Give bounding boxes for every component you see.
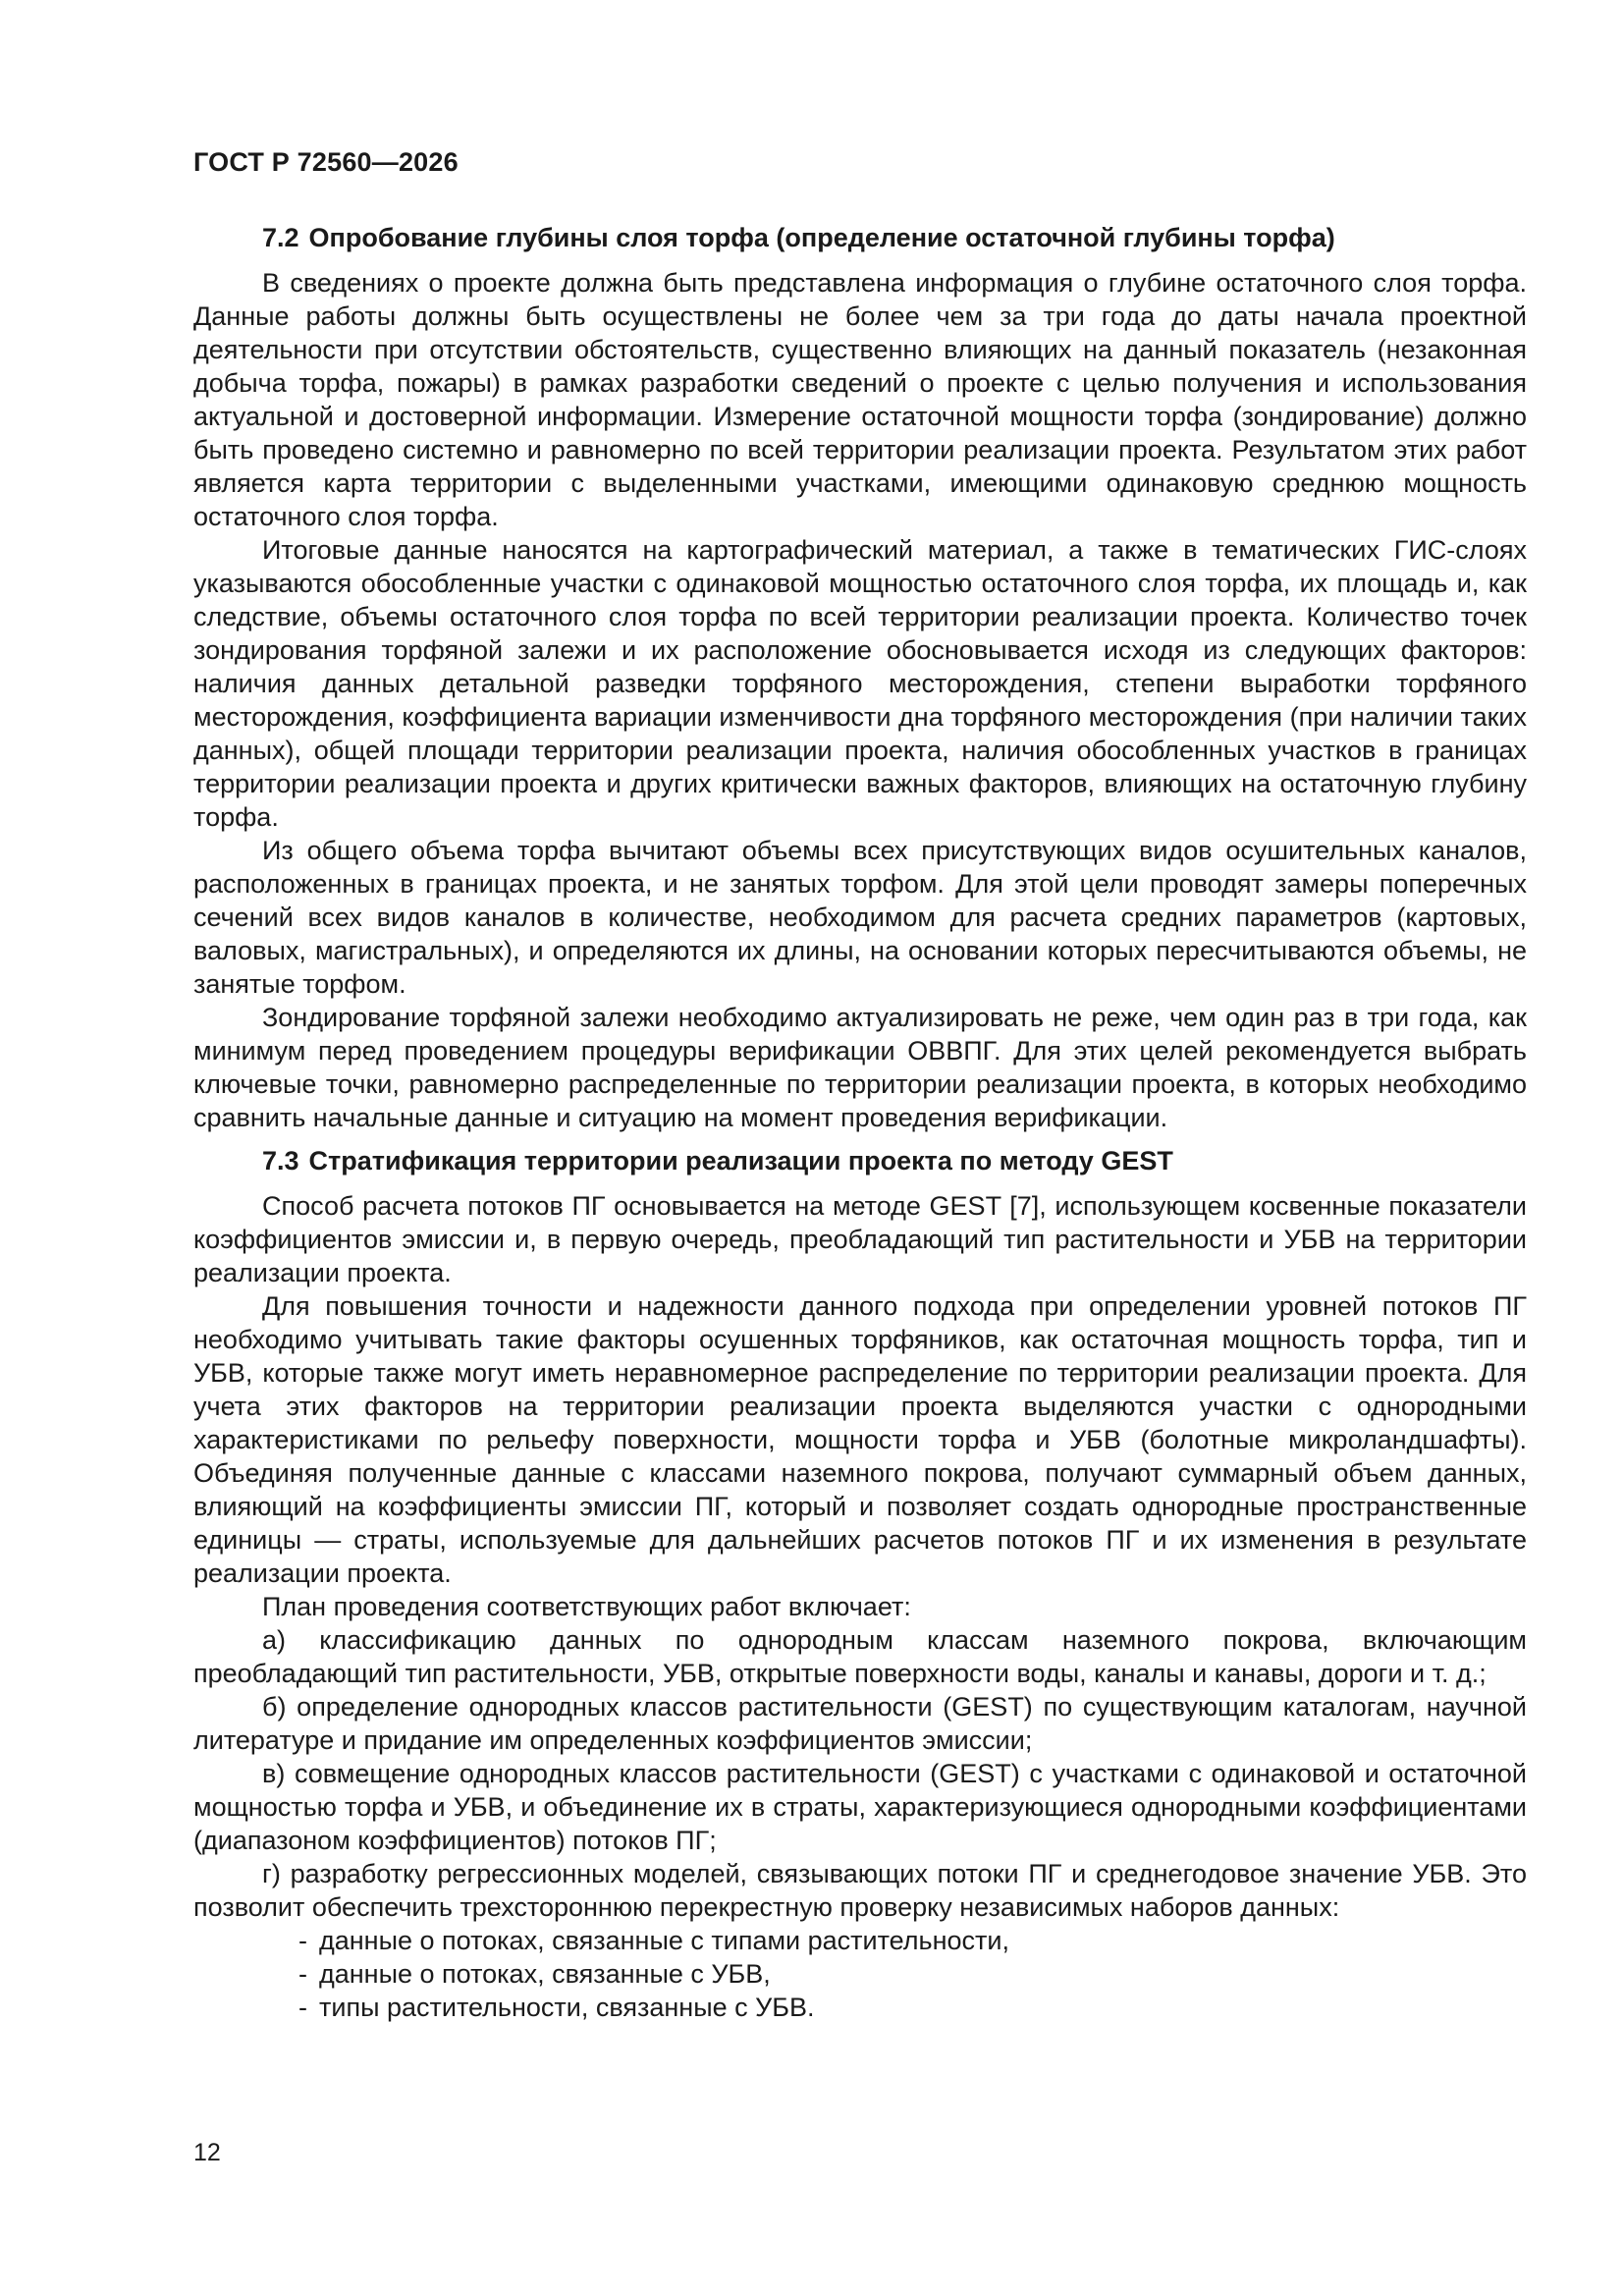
document-code-header: ГОСТ Р 72560—2026	[193, 147, 459, 177]
dash-list-item	[298, 1924, 1527, 1957]
document-page	[193, 0, 1527, 2296]
section-7-2-title: Опробование глубины слоя торфа (определение остаточной глубины торфа)	[308, 223, 1335, 252]
dash-marker: -	[298, 1959, 307, 1989]
page-content	[193, 221, 1527, 2024]
paragraph: Итоговые данные наносятся на картографический материал, а также в тематических ГИС-слоях указываются обособленные участки с одинаковой мощностью остаточного слоя торфа, их площадь и, как следствие, объемы остаточного слоя торфа по всей территории реализации проекта. Количество точек зондирования торфяной залежи и их расположение обосновывается исходя из следующих факторов: наличия данных детальной разведки торфяного месторождения, степени выработки торфяного месторождения, коэффициента вариации изменчивости дна торфяного месторождения (при наличии таких данных), общей площади территории реализации проекта, наличия обособленных участков в границах территории реализации проекта и других критически важных факторов, влияющих на остаточную глубину торфа.	[193, 535, 1527, 832]
section-7-3-number: 7.3	[262, 1146, 299, 1175]
list-item-c: в) совмещение однородных классов растительности (GEST) с участками с одинаковой и остаточной мощностью торфа и УБВ, и объединение их в страты, характеризующиеся однородными коэффициентами (диапазоном коэффициентов) потоков ПГ;	[193, 1759, 1527, 1855]
list-item-b: б) определение однородных классов растительности (GEST) по существующим каталогам, научной литературе и придание им определенных коэффициентов эмиссии;	[193, 1692, 1527, 1755]
list-item-d: г) разработку регрессионных моделей, связывающих потоки ПГ и среднегодовое значение УБВ. Это позволит обеспечить трехстороннюю перекрестную проверку независимых наборов данных:	[193, 1859, 1527, 1922]
dash-list-item	[298, 1957, 1527, 1991]
section-7-2-number: 7.2	[262, 223, 299, 252]
paragraph: Из общего объема торфа вычитают объемы всех присутствующих видов осушительных каналов, расположенных в границах проекта, и не занятых торфом. Для этой цели проводят замеры поперечных сечений всех видов каналов в количестве, необходимом для расчета средних параметров (картовых, валовых, магистральных), и определяются их длины, на основании которых пересчитываются объемы, не занятые торфом.	[193, 836, 1527, 999]
paragraph: Способ расчета потоков ПГ основывается на методе GEST [7], использующем косвенные показатели коэффициентов эмиссии и, в первую очередь, преобладающий тип растительности и УБВ на территории реализации проекта.	[193, 1191, 1527, 1287]
dash-marker: -	[298, 1926, 307, 1955]
list-item-a: а) классификацию данных по однородным классам наземного покрова, включающим преобладающий тип растительности, УБВ, открытые поверхности воды, каналы и канавы, дороги и т. д.;	[193, 1625, 1527, 1688]
section-7-3-title: Стратификация территории реализации проекта по методу GEST	[308, 1146, 1173, 1175]
section-7-3-heading	[193, 1144, 1527, 1177]
dash-list-item-text: данные о потоках, связанные с типами растительности,	[319, 1926, 1009, 1955]
paragraph: Для повышения точности и надежности данного подхода при определении уровней потоков ПГ необходимо учитывать такие факторы осушенных торфяников, как остаточная мощность торфа, тип и УБВ, которые также могут иметь неравномерное распределение по территории реализации проекта. Для учета этих факторов на территории реализации проекта выделяются участки с однородными характеристиками по рельефу поверхности, мощности торфа и УБВ (болотные микроландшафты). Объединяя полученные данные с классами наземного покрова, получают суммарный объем данных, влияющий на коэффициенты эмиссии ПГ, который и позволяет создать однородные пространственные единицы — страты, используемые для дальнейших расчетов потоков ПГ и их изменения в результате реализации проекта.	[193, 1291, 1527, 1588]
paragraph: План проведения соответствующих работ включает:	[262, 1592, 911, 1621]
dash-list-item-text: типы растительности, связанные с УБВ.	[319, 1993, 815, 2022]
page-number: 12	[193, 2139, 221, 2166]
dash-list-item-text: данные о потоках, связанные с УБВ,	[319, 1959, 771, 1989]
section-7-2-heading	[193, 221, 1527, 254]
paragraph: В сведениях о проекте должна быть представлена информация о глубине остаточного слоя торфа. Данные работы должны быть осуществлены не более чем за три года до даты начала проектной деятельности при отсутствии обстоятельств, существенно влияющих на данный показатель (незаконная добыча торфа, пожары) в рамках разработки сведений о проекте с целью получения и использования актуальной и достоверной информации. Измерение остаточной мощности торфа (зондирование) должно быть проведено системно и равномерно по всей территории реализации проекта. Результатом этих работ является карта территории с выделенными участками, имеющими одинаковую среднюю мощность остаточного слоя торфа.	[193, 268, 1527, 531]
paragraph: Зондирование торфяной залежи необходимо актуализировать не реже, чем один раз в три года, как минимум перед проведением процедуры верификации ОВВПГ. Для этих целей рекомендуется выбрать ключевые точки, равномерно распределенные по территории реализации проекта, в которых необходимо сравнить начальные данные и ситуацию на момент проведения верификации.	[193, 1003, 1527, 1132]
dash-list	[193, 1924, 1527, 2024]
dash-list-item	[298, 1991, 1527, 2024]
dash-marker: -	[298, 1993, 307, 2022]
